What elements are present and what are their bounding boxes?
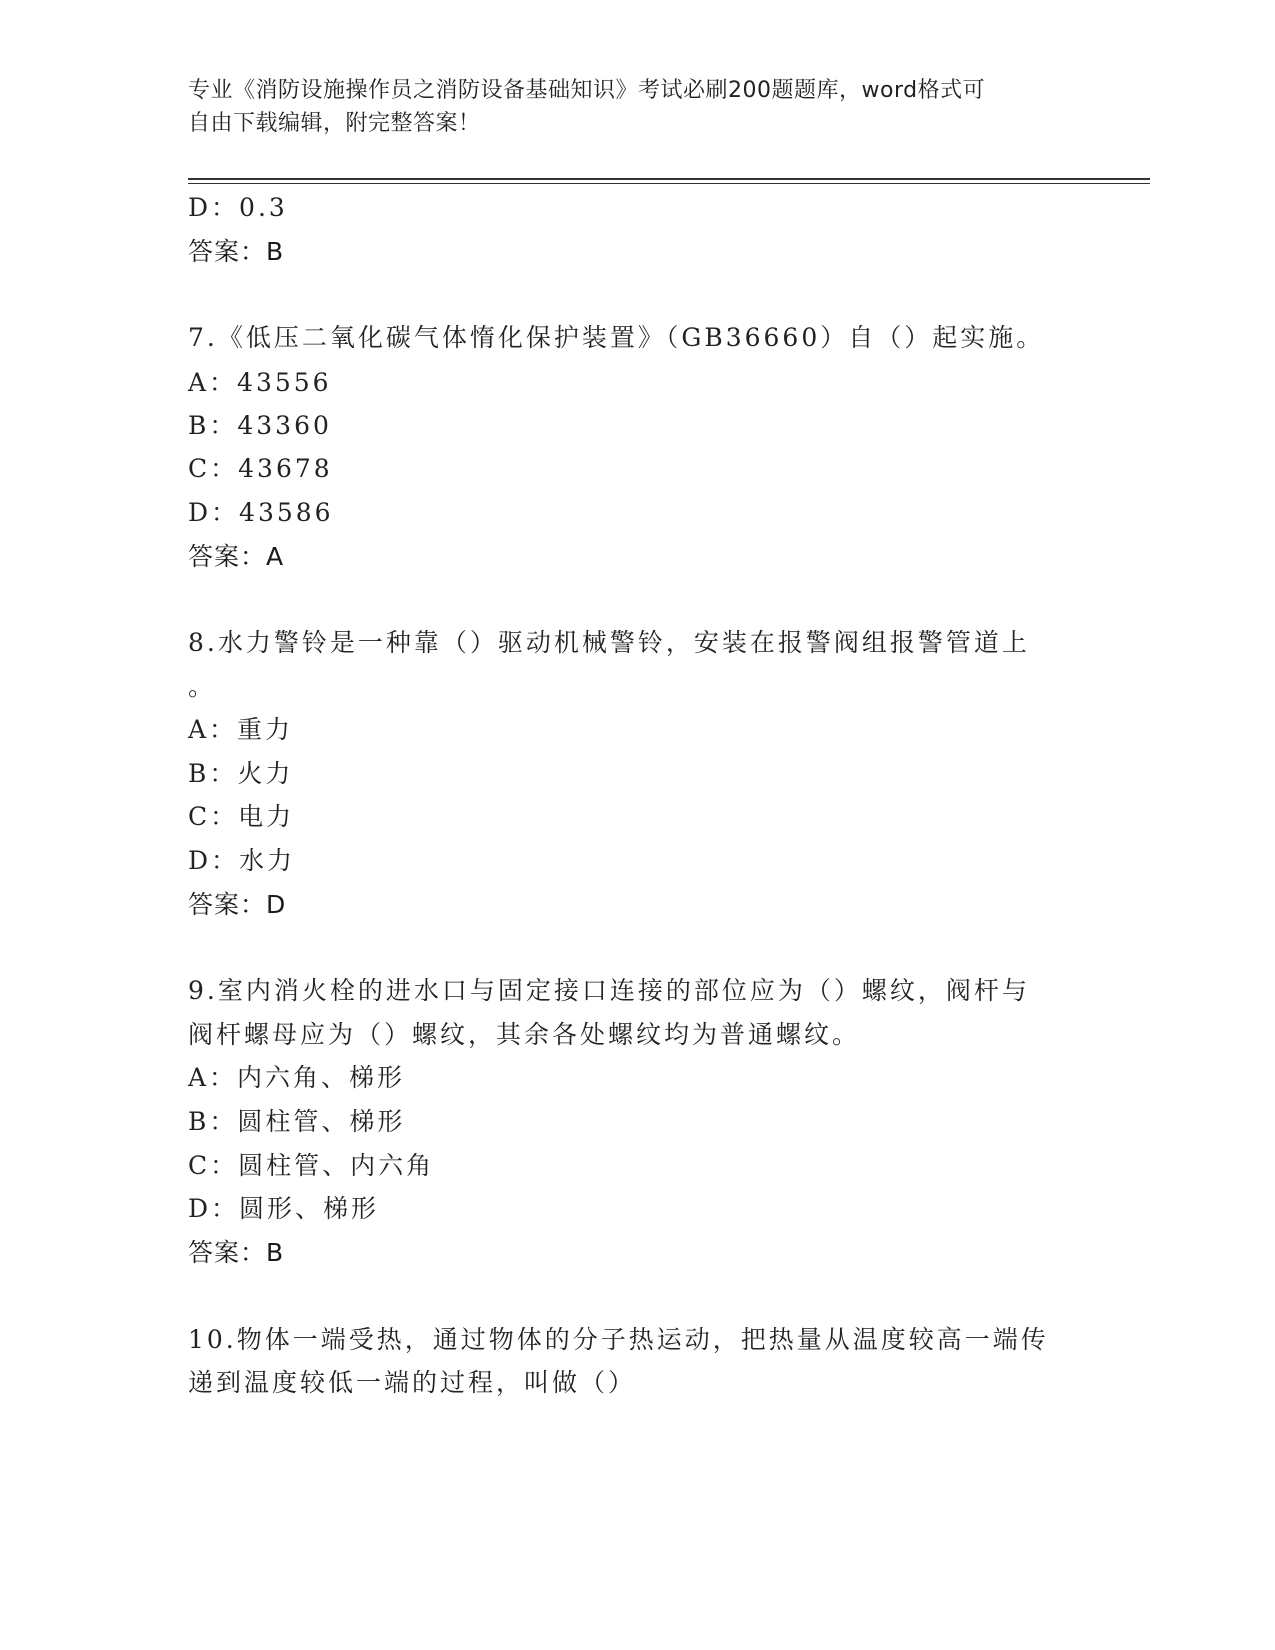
question-8-stem-line-2: 。 — [188, 672, 217, 701]
question-8-answer: 答案：D — [188, 890, 287, 919]
question-9-option-a: A：内六角、梯形 — [188, 1063, 406, 1092]
question-8-stem-line-1: 8.水力警铃是一种靠（）驱动机械警铃，安装在报警阀组报警管道上 — [188, 628, 1030, 657]
document-page — [188, 0, 1150, 1650]
question-7-option-b: B：43360 — [188, 411, 332, 440]
question-8-option-c: C：电力 — [188, 802, 295, 831]
prev-answer: 答案：B — [188, 237, 285, 266]
question-7-option-a: A：43556 — [188, 368, 332, 397]
question-7-option-d: D：43586 — [188, 498, 334, 527]
question-7-option-c: C：43678 — [188, 454, 333, 483]
document-header — [188, 74, 1068, 140]
question-9-option-b: B：圆柱管、梯形 — [188, 1107, 406, 1136]
header-divider-thin — [188, 183, 1150, 184]
question-9-option-c: C：圆柱管、内六角 — [188, 1151, 435, 1180]
question-9-stem-line-1: 9.室内消火栓的进水口与固定接口连接的部位应为（）螺纹，阀杆与 — [188, 976, 1030, 1005]
question-7-answer: 答案：A — [188, 542, 285, 571]
question-9-stem-line-2: 阀杆螺母应为（）螺纹，其余各处螺纹均为普通螺纹。 — [188, 1020, 861, 1049]
question-7-stem: 7.《低压二氧化碳气体惰化保护装置》（GB36660）自（）起实施。 — [188, 323, 1045, 352]
question-9-answer: 答案：B — [188, 1238, 285, 1267]
question-10-stem-line-2: 递到温度较低一端的过程，叫做（） — [188, 1368, 637, 1397]
header-line-1: 专业《消防设施操作员之消防设备基础知识》考试必刷200题题库，word格式可 — [188, 78, 986, 103]
question-8-option-a: A：重力 — [188, 715, 294, 744]
prev-option-d: D：0.3 — [188, 193, 288, 222]
header-line-2: 自由下载编辑，附完整答案！ — [188, 111, 481, 136]
question-8-option-b: B：火力 — [188, 759, 294, 788]
question-8-option-d: D：水力 — [188, 846, 296, 875]
header-divider-thick — [188, 178, 1150, 180]
question-9-option-d: D：圆形、梯形 — [188, 1194, 380, 1223]
question-10-stem-line-1: 10.物体一端受热，通过物体的分子热运动，把热量从温度较高一端传 — [188, 1325, 1049, 1354]
